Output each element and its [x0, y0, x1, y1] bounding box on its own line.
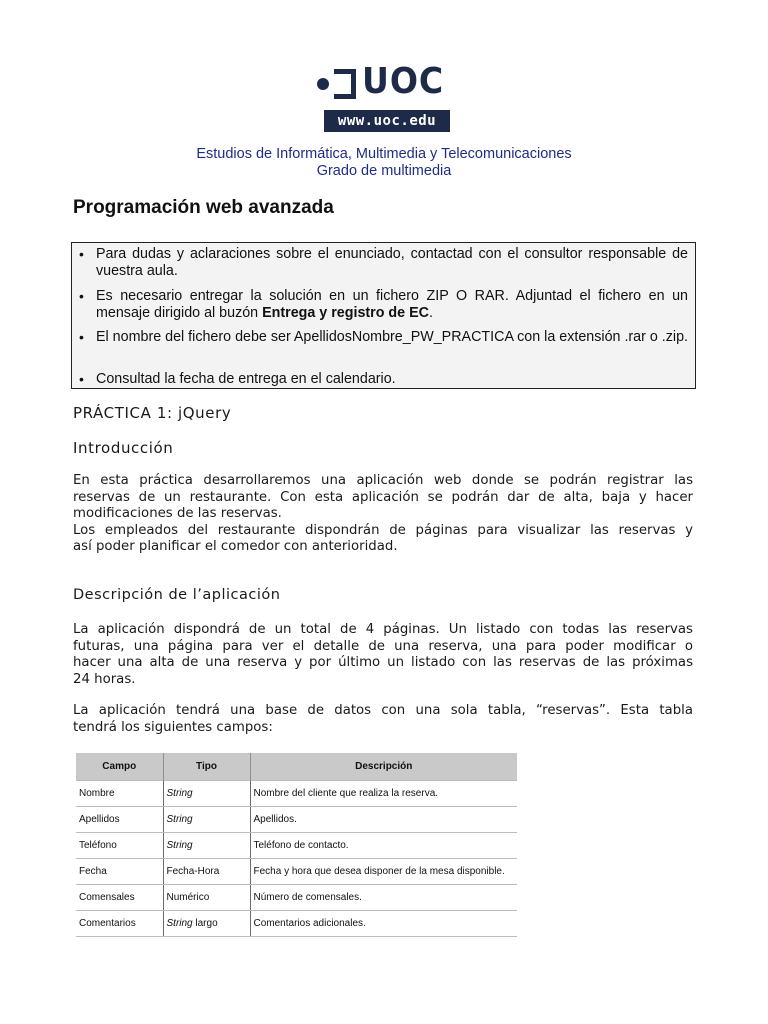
text-line: reservas de un restaurante. Con esta aplicación se podrán dar de alta, baja y hacer	[73, 489, 693, 505]
studies-line: Estudios de Informática, Multimedia y Telecomunicaciones	[196, 146, 572, 162]
table-row	[76, 807, 517, 833]
text-line: En esta práctica desarrollaremos una aplicación web donde se podrán registrar las	[73, 473, 693, 488]
header-descripcion: Descripción	[250, 753, 517, 781]
header-tipo: Tipo	[163, 753, 250, 781]
table-header-row	[76, 753, 517, 781]
practice-title: PRÁCTICA 1: jQuery	[73, 404, 232, 422]
cell-descripcion: Número de comensales.	[250, 885, 517, 911]
cell-campo: Teléfono	[76, 833, 163, 859]
instruction-text-end: .	[428, 304, 433, 321]
cell-descripcion: Teléfono de contacto.	[250, 833, 517, 859]
degree-line: Grado de multimedia	[316, 163, 452, 179]
text-line: hacer una alta de una reserva y por último un listado con las reservas de las próximas	[73, 655, 693, 670]
instruction-item	[96, 288, 688, 321]
cell-descripcion: Comentarios adicionales.	[250, 911, 517, 937]
fields-table	[76, 753, 517, 937]
text-line: modificaciones de las reservas.	[73, 506, 282, 521]
instruction-item	[96, 246, 688, 279]
text-line: futuras, una página para ver el detalle de una reserva, una para poder modificar o	[73, 638, 693, 654]
instructions-box	[71, 242, 696, 389]
document-title: Programación web avanzada	[73, 197, 334, 218]
cell-campo: Comensales	[76, 885, 163, 911]
instruction-text: Para dudas y aclaraciones sobre el enunciado, contactad con el consultor responsable de vuestra aula.	[96, 246, 688, 279]
description-paragraph-1	[73, 622, 693, 688]
cell-tipo: Fecha-Hora	[163, 859, 250, 885]
intro-paragraph	[73, 473, 693, 556]
description-paragraph-2	[73, 703, 693, 736]
text-line: 24 horas.	[73, 671, 136, 687]
instruction-item	[96, 329, 688, 346]
cell-tipo	[163, 911, 250, 937]
text-line: Los empleados del restaurante dispondrán de páginas para visualizar las reservas y	[73, 522, 693, 538]
cell-campo: Apellidos	[76, 807, 163, 833]
table-row	[76, 859, 517, 885]
cell-tipo	[163, 781, 250, 807]
table-row	[76, 781, 517, 807]
tipo-suffix: largo	[192, 918, 218, 929]
instruction-text: Es necesario entregar la solución en un fichero ZIP O RAR. Adjuntad el fichero en un mensaje dirigido al buzón	[96, 288, 688, 321]
cell-descripcion: Fecha y hora que desea disponer de la mesa disponible.	[250, 859, 517, 885]
description-heading: Descripción de l’aplicación	[73, 587, 281, 603]
tipo-italic: String	[166, 840, 193, 851]
tipo-italic: String	[166, 788, 193, 799]
cell-tipo	[163, 833, 250, 859]
instruction-text: El nombre del fichero debe ser ApellidosNombre_PW_PRACTICA con la extensión .rar o .zip.	[96, 329, 689, 345]
logo-word: UOC	[362, 61, 445, 102]
text-line: así poder planificar el comedor con anterioridad.	[73, 539, 398, 554]
table-row	[76, 911, 517, 937]
cell-descripcion: Nombre del cliente que realiza la reserva.	[250, 781, 517, 807]
cell-tipo	[163, 807, 250, 833]
table-row	[76, 885, 517, 911]
table-row	[76, 833, 517, 859]
cell-campo: Nombre	[76, 781, 163, 807]
uoc-logo	[314, 61, 452, 134]
logo-bracket-icon	[334, 69, 356, 99]
text-line: tendrá los siguientes campos:	[73, 719, 273, 735]
intro-heading: Introducción	[73, 439, 174, 457]
mailbox-name: Entrega y registro de EC	[262, 304, 429, 321]
tipo-italic: String	[166, 918, 193, 929]
header-campo: Campo	[76, 753, 163, 781]
cell-descripcion: Apellidos.	[250, 807, 517, 833]
text-line: La aplicación tendrá una base de datos con una sola tabla, “reservas”. Esta tabla	[73, 703, 693, 718]
instruction-item	[96, 371, 688, 388]
logo-url: www.uoc.edu	[324, 110, 450, 132]
cell-campo: Fecha	[76, 859, 163, 885]
logo-dot-icon	[317, 78, 329, 90]
cell-tipo: Numérico	[163, 885, 250, 911]
text-line: La aplicación dispondrá de un total de 4 páginas. Un listado con todas las reservas	[73, 622, 693, 637]
instruction-text: Consultad la fecha de entrega en el calendario.	[96, 371, 396, 387]
tipo-italic: String	[166, 814, 193, 825]
cell-campo: Comentarios	[76, 911, 163, 937]
